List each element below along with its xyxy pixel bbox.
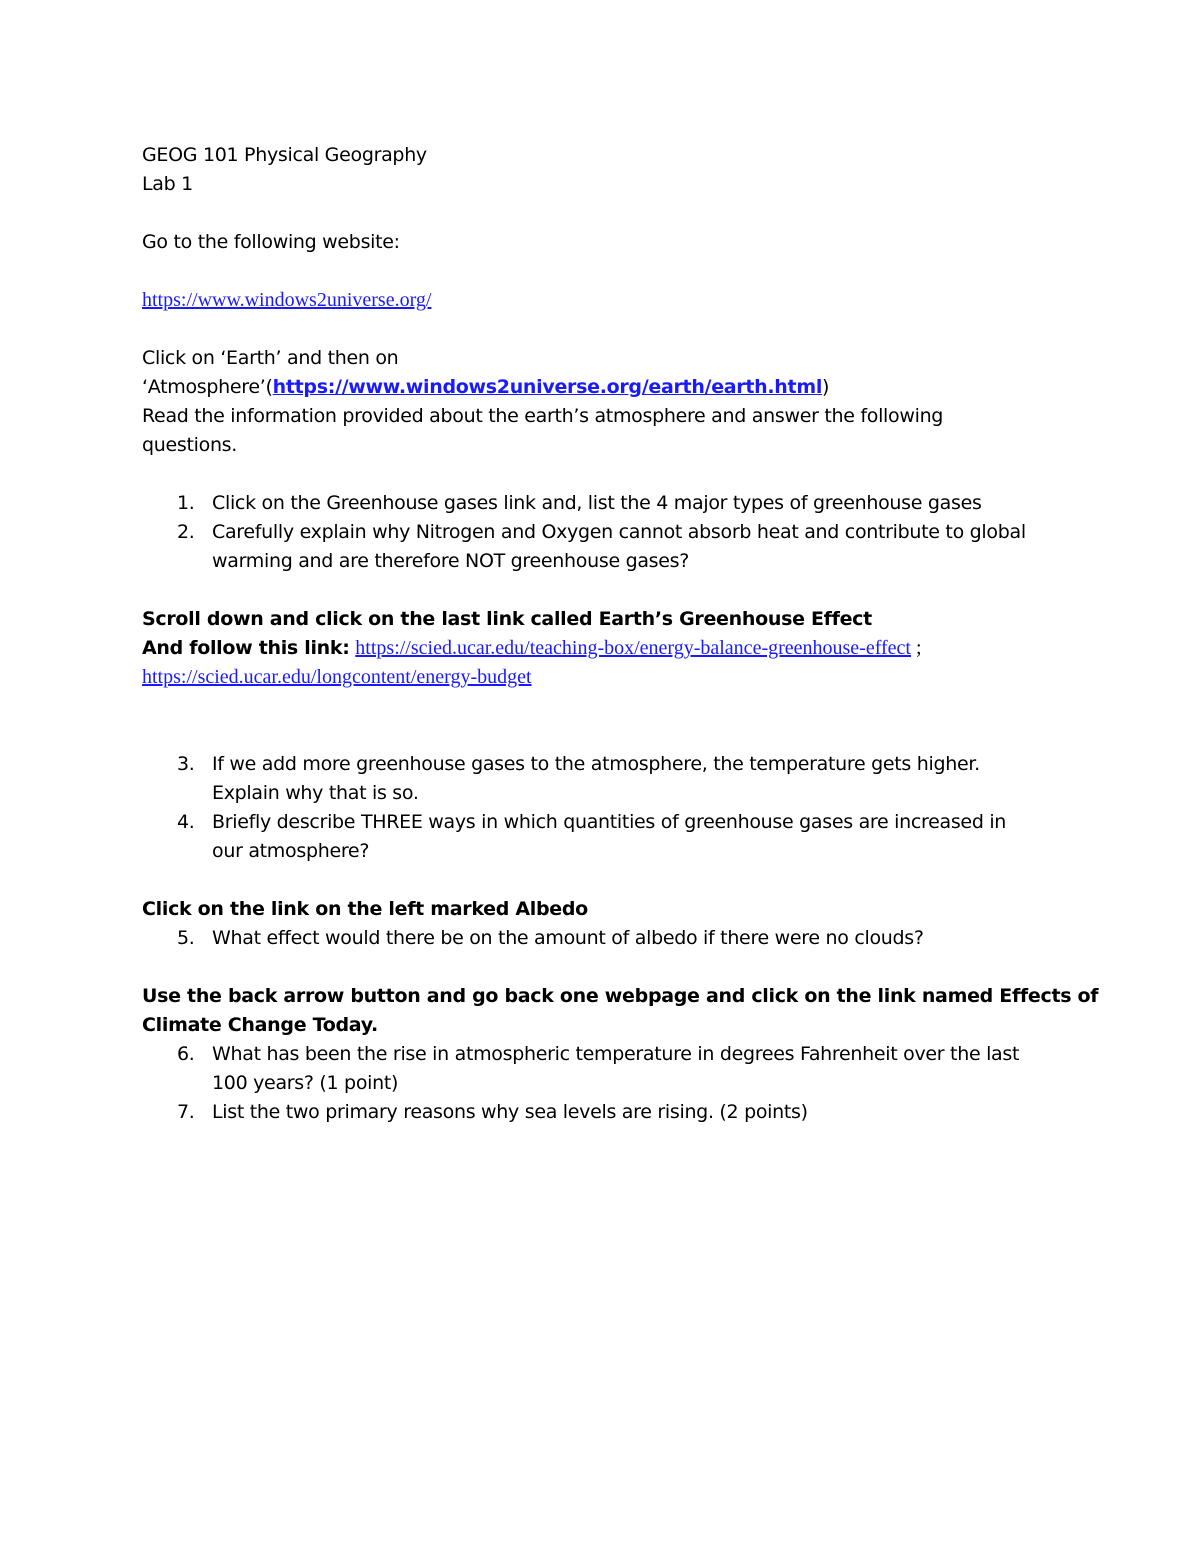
question-text: Explain why that is so. [212,782,419,804]
section-heading: Scroll down and click on the last link called Earth’s Greenhouse Effect [142,608,872,630]
question-text: Carefully explain why Nitrogen and Oxygen cannot absorb heat and contribute to global [212,521,1026,543]
section-heading: Climate Change Today. [142,1014,378,1036]
spacer [142,576,1062,605]
question-text: What has been the rise in atmospheric temperature in degrees Fahrenheit over the last [212,1043,1020,1065]
question-item [142,518,1062,576]
click-earth-instruction: Click on ‘Earth’ and then on [142,347,399,369]
question-number: 2. [177,521,195,543]
question-text: What effect would there be on the amount of albedo if there were no clouds? [212,927,924,949]
spacer [142,315,1062,344]
question-text: 100 years? (1 point) [212,1072,399,1094]
question-text: List the two primary reasons why sea levels are rising. (2 points) [212,1101,808,1123]
question-item [142,750,1062,808]
spacer [142,199,1062,228]
question-list-b [142,750,1062,866]
energy-balance-link[interactable]: https://scied.ucar.edu/teaching-box/energy-balance-greenhouse-effect [355,637,911,659]
go-to-instruction: Go to the following website: [142,231,400,253]
question-text: If we add more greenhouse gases to the atmosphere, the temperature gets higher. [212,753,980,775]
question-number: 5. [177,927,195,949]
question-text: our atmosphere? [212,840,370,862]
windows2universe-link[interactable]: https://www.windows2universe.org/ [142,289,432,311]
earth-page-link[interactable]: https://www.windows2universe.org/earth/earth.html [272,376,823,398]
question-list-d [142,1040,1062,1127]
lab-title: Lab 1 [142,173,193,195]
question-list-c [142,924,1062,953]
spacer [142,460,1062,489]
atmosphere-suffix: ) [822,376,830,398]
question-item [142,1040,1062,1098]
atmosphere-instruction [142,373,1062,402]
follow-link-line [142,634,1062,663]
follow-label: And follow this link: [142,637,350,659]
question-list-a [142,489,1062,576]
energy-budget-line [142,663,1062,692]
question-text: warming and are therefore NOT greenhouse gases? [212,550,690,572]
question-number: 6. [177,1043,195,1065]
document-page [142,141,1099,1127]
read-instruction-2: questions. [142,434,238,456]
spacer [142,953,1062,982]
section-heading: Click on the link on the left marked Albedo [142,898,588,920]
question-text: Briefly describe THREE ways in which quantities of greenhouse gases are increased in [212,811,1007,833]
link-separator: ; [910,637,922,659]
spacer [142,257,1062,286]
read-instruction-1: Read the information provided about the earth’s atmosphere and answer the following [142,405,944,427]
spacer [142,866,1062,895]
question-item [142,1098,1062,1127]
energy-budget-link[interactable]: https://scied.ucar.edu/longcontent/energy-budget [142,666,532,688]
question-text: Click on the Greenhouse gases link and, list the 4 major types of greenhouse gases [212,492,982,514]
spacer [142,721,1062,750]
question-number: 7. [177,1101,195,1123]
question-item [142,808,1062,866]
question-number: 1. [177,492,195,514]
section-heading: Use the back arrow button and go back one webpage and click on the link named Effects of [142,985,1099,1007]
question-item [142,489,1062,518]
question-number: 4. [177,811,195,833]
course-title: GEOG 101 Physical Geography [142,144,427,166]
question-item [142,924,1062,953]
atmosphere-prefix: ‘Atmosphere’( [142,376,273,398]
question-number: 3. [177,753,195,775]
spacer [142,692,1062,721]
main-url-line [142,286,1062,315]
